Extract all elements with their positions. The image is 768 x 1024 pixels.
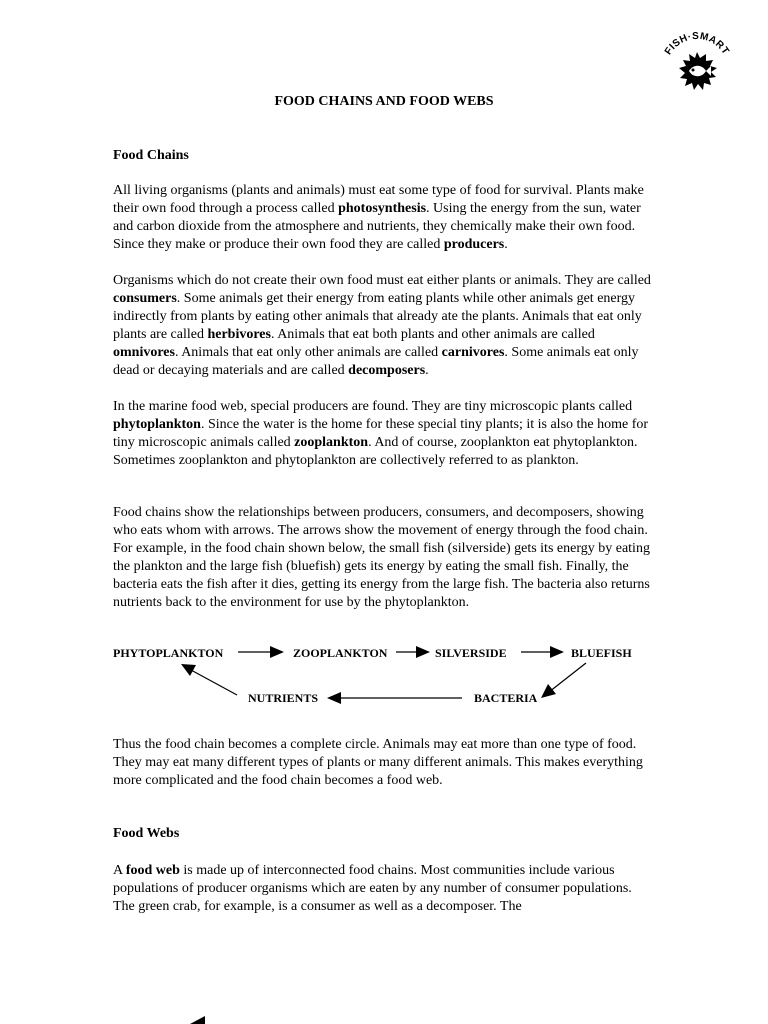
paragraph-food-web: A food web is made up of interconnected food chains. Most communities include various populations of producer organisms which are eaten by any number of consumer populations. The green crab, for example, is a consumer as well as a decomposer. The <box>113 863 632 914</box>
arrow-bacteria-to-nutrients <box>327 692 462 704</box>
partial-arrow-bottom <box>190 1016 205 1024</box>
arrow-phyto-to-zoo <box>238 646 284 658</box>
arrow-bluefish-to-bacteria <box>541 663 586 698</box>
paragraph-producers: All living organisms (plants and animals) must eat some type of food for survival. Plants make their own food through a process called photosynthesis. Using the energy from the sun, water and carbon dioxide from the atmosphere and nutrients, they chemically make their own food. Since they make or produce their own food they are called producers. <box>113 183 644 252</box>
paragraph-complete-circle: Thus the food chain becomes a complete circle. Animals may eat more than one type of food. They may eat many different types of plants or many different animals. This makes everything more complicated and the food chain becomes a food web. <box>113 737 643 788</box>
arrow-zoo-to-silverside <box>396 646 430 658</box>
arrow-silverside-to-bluefish <box>521 646 564 658</box>
chain-node-bluefish: BLUEFISH <box>571 646 632 660</box>
logo-text: FISH·SMART <box>662 30 732 57</box>
chain-node-bacteria: BACTERIA <box>474 691 538 705</box>
paragraph-food-chains-arrows: Food chains show the relationships between producers, consumers, and decomposers, showing who eats whom with arrows. The arrows show the movement of energy through the food chain. For example, in the food chain shown below, the small fish (silverside) gets its energy by eating the plankton and the large fish (bluefish) gets its energy by eating the small fish. Finally, the bacteria eats the fish after it dies, getting its energy from the large fish. The bacteria also returns nutrients back to the environment for use by the phytoplankton. <box>113 505 650 610</box>
section-heading-food-webs: Food Webs <box>113 826 180 841</box>
paragraph-plankton: In the marine food web, special producers are found. They are tiny microscopic plants called phytoplankton. Since the water is the home for these special tiny plants; it is also the home for tiny microscopic animals called zooplankton. And of course, zooplankton eat phytoplankton. Sometimes zooplankton and phytoplankton are collectively referred to as plankton. <box>113 399 649 468</box>
arrow-nutrients-to-phyto <box>181 664 237 695</box>
chain-node-zooplankton: ZOOPLANKTON <box>293 646 388 660</box>
chain-node-phytoplankton: PHYTOPLANKTON <box>113 646 224 660</box>
paragraph-consumers: Organisms which do not create their own food must eat either plants or animals. They are called consumers. Some animals get their energy from eating plants while other animals get energy indirectly from plants by eating other animals that already ate the plants. Animals that eat only plants are called herbivores. Animals that eat both plants and other animals are called omnivores. Animals that eat only other animals are called carnivores. Some animals eat only dead or decaying materials and are called decomposers. <box>113 273 651 378</box>
chain-node-silverside: SILVERSIDE <box>435 646 507 660</box>
chain-node-nutrients: NUTRIENTS <box>248 691 319 705</box>
section-heading-food-chains: Food Chains <box>113 148 189 163</box>
page-title: FOOD CHAINS AND FOOD WEBS <box>274 94 494 109</box>
